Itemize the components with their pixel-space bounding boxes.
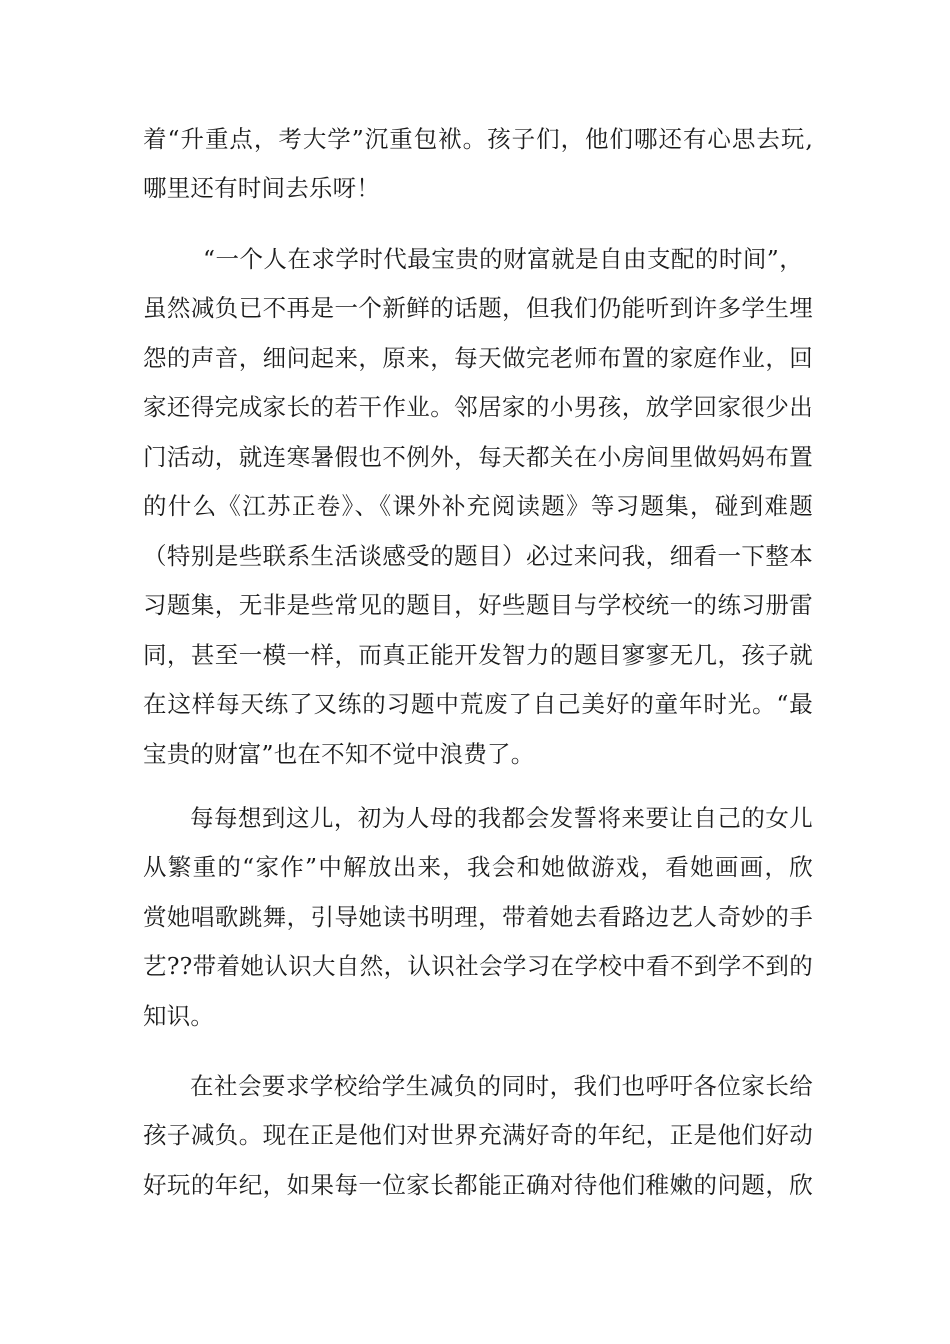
- text-line: “一个人在求学时代最宝贵的财富就是自由支配的时间”，: [203, 245, 803, 273]
- text-line: 门活动，就连寒暑假也不例外，每天都关在小房间里做妈妈布置: [143, 443, 813, 471]
- text-line: 知识。: [143, 1002, 215, 1030]
- text-line: 哪里还有时间去乐呀！: [143, 174, 380, 202]
- text-line: 在这样每天练了又练的习题中荒废了自己美好的童年时光。“最: [143, 690, 813, 718]
- text-line: 好玩的年纪，如果每一位家长都能正确对待他们稚嫩的问题，欣: [143, 1171, 813, 1199]
- text-line: 着“升重点，考大学”沉重包袱。孩子们，他们哪还有心思去玩,: [143, 125, 813, 153]
- text-line: 从繁重的“家作”中解放出来，我会和她做游戏，看她画画，欣: [143, 853, 813, 881]
- text-line: 在社会要求学校给学生减负的同时，我们也呼吁各位家长给: [190, 1072, 813, 1100]
- text-line: 怨的声音，细问起来，原来，每天做完老师布置的家庭作业，回: [143, 344, 813, 372]
- text-line: 每每想到这儿，初为人母的我都会发誓将来要让自己的女儿: [190, 804, 813, 832]
- text-line: 的什么《江苏正卷》、《课外补充阅读题》等习题集，碰到难题: [143, 492, 813, 520]
- text-line: 虽然减负已不再是一个新鲜的话题，但我们仍能听到许多学生埋: [143, 294, 813, 322]
- text-line: 家还得完成家长的若干作业。邻居家的小男孩，放学回家很少出: [143, 393, 813, 421]
- text-line: （特别是些联系生活谈感受的题目）必过来问我，细看一下整本: [143, 542, 813, 570]
- text-line: 艺??带着她认识大自然，认识社会学习在学校中看不到学不到的: [143, 952, 813, 980]
- text-line: 同，甚至一模一样，而真正能开发智力的题目寥寥无几，孩子就: [143, 641, 813, 669]
- text-line: 赏她唱歌跳舞，引导她读书明理，带着她去看路边艺人奇妙的手: [143, 903, 813, 931]
- text-line: 习题集，无非是些常见的题目，好些题目与学校统一的练习册雷: [143, 591, 813, 619]
- text-line: 宝贵的财富”也在不知不觉中浪费了。: [143, 740, 535, 768]
- text-line: 孩子减负。现在正是他们对世界充满好奇的年纪，正是他们好动: [143, 1121, 813, 1149]
